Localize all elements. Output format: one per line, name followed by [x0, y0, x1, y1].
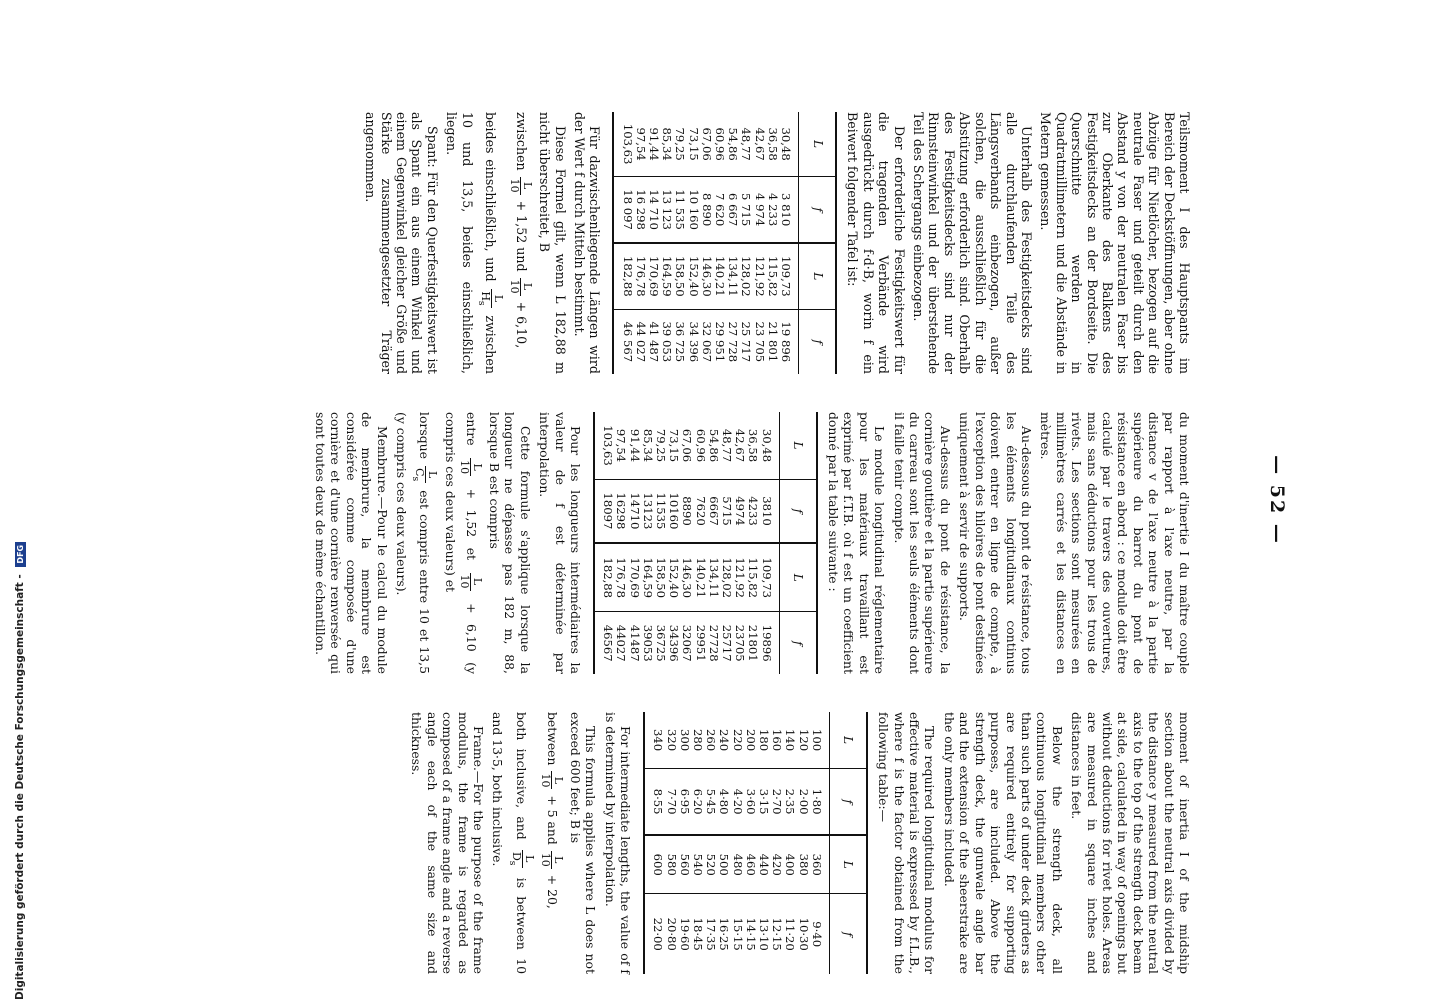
table-header-f: f [779, 612, 817, 674]
f-value-cell: 34 396 [686, 309, 699, 374]
l-value-cell: 140 [783, 728, 798, 752]
l-value-cell: 109,73 [759, 543, 779, 612]
table-row [641, 412, 654, 674]
table-row [700, 112, 713, 374]
l-value-cell: 91,44 [627, 428, 642, 463]
l-value-cell: 100 [809, 728, 824, 752]
fr-paragraph-2: Au-dessous du pont de résistance, tous les éléments longitudinaux continus doivent entrer en ligne de compte, à l'exception des hiloires de pont destinées uniquement à servir de supports. [957, 412, 1034, 674]
f-value-cell: 8·55 [644, 769, 664, 836]
l-value-cell: 480 [730, 835, 743, 894]
f-value-cell: 36725 [654, 612, 667, 674]
table-header-l: L [779, 543, 817, 612]
german-column [359, 112, 1192, 374]
l-value-cell: 79,25 [673, 127, 688, 161]
f-value-cell: 32 067 [700, 309, 713, 374]
l-value-cell: 146,30 [680, 543, 693, 612]
table-row [779, 112, 799, 374]
l-value-cell: 85,34 [640, 428, 655, 463]
f-value-cell: 19896 [759, 612, 779, 674]
en-paragraph-4: For intermediate lengths, the value of f is determined by interpolation. [602, 712, 634, 974]
table-row [783, 712, 796, 974]
en-paragraph-7: both inclusive, and L $D_s$ is between 10 and 13·5, both inclusive. [490, 712, 536, 974]
table-header-f: f [779, 480, 817, 543]
table-row [726, 112, 739, 374]
f-value-cell: 6·95 [678, 769, 691, 836]
fr-factor-table [593, 412, 818, 674]
f-value-cell: 16298 [614, 480, 627, 543]
l-value-cell: 560 [678, 835, 691, 894]
fr-paragraph-3: Au-dessus du pont de résistance, la cornière gouttière et la partie supérieure du carreau sont les seuls éléments dont il faille tenir compte. [891, 412, 953, 674]
table-header-f: f [829, 894, 867, 974]
table-row [614, 412, 627, 674]
f-value-cell: 21801 [746, 612, 759, 674]
f-value-cell: 46567 [594, 612, 614, 674]
l-value-cell: 121,92 [733, 543, 746, 612]
f-value-cell: 10 160 [686, 177, 699, 243]
f-value-cell: 20·80 [664, 894, 677, 974]
f-value-cell: 2·35 [783, 769, 796, 836]
de-factor-table [612, 112, 837, 374]
fr-paragraph-6: Cette formule s'applique lorsque la longueur ne dépasse pas 182 m, 88, lorsque B est compris [486, 412, 533, 674]
table-row [680, 412, 693, 674]
f-value-cell: 8 890 [700, 177, 713, 243]
l-value-cell: 400 [783, 835, 796, 894]
f-value-cell: 36 725 [673, 309, 686, 374]
f-value-cell: 16 298 [634, 177, 647, 243]
en-factor-table [643, 712, 868, 974]
credit-text: Digitalisierung gefördert durch die Deutsche Forschungsgemeinschaft - [14, 574, 26, 1000]
f-value-cell: 8890 [680, 480, 693, 543]
table-row [796, 712, 809, 974]
f-value-cell: 29 951 [713, 309, 726, 374]
l-value-cell: 170,69 [647, 243, 660, 309]
f-value-cell: 11535 [654, 480, 667, 543]
l-value-cell: 36,58 [765, 127, 780, 161]
table-row [594, 412, 614, 674]
f-value-cell: 32067 [680, 612, 693, 674]
l-value-cell: 103,63 [601, 425, 616, 466]
l-value-cell: 79,25 [654, 428, 669, 463]
l-value-cell: 160 [770, 728, 785, 752]
f-value-cell: 17·35 [704, 894, 717, 974]
table-row [770, 712, 783, 974]
f-value-cell: 44 027 [634, 309, 647, 374]
f-value-cell: 23705 [733, 612, 746, 674]
table-row [810, 712, 830, 974]
f-value-cell: 7·70 [664, 769, 677, 836]
english-column [405, 712, 1192, 974]
l-value-cell: 220 [730, 728, 745, 752]
table-row [660, 112, 673, 374]
l-value-cell: 60,96 [713, 127, 728, 161]
en-paragraph-5: This formula applies where L does not exceed 600 feet; B is [568, 712, 599, 974]
fraction-l-over-hs: L $H_s$ [475, 291, 505, 306]
f-value-cell: 6 667 [726, 177, 739, 243]
f-value-cell: 1·80 [810, 769, 830, 836]
f-value-cell: 22·00 [644, 894, 664, 974]
f-value-cell: 39053 [641, 612, 654, 674]
l-value-cell: 42,67 [733, 428, 748, 463]
table-header-f: f [799, 177, 837, 243]
f-value-cell: 2·70 [770, 769, 783, 836]
l-value-cell: 580 [664, 835, 677, 894]
table-header-f: f [829, 769, 867, 836]
en-paragraph-2: Below the strength deck, all continuous longitudinal members other than such parts of under deck girders as are required entirely for supporting purposes, are included. Above the strength deck, the gunwale angle bar and the extension of the sheerstrake are the only members included. [941, 712, 1065, 974]
f-value-cell: 4 974 [752, 177, 765, 243]
l-value-cell: 134,11 [726, 243, 739, 309]
l-value-cell: 182,88 [594, 543, 614, 612]
l-value-cell: 320 [664, 728, 679, 752]
l-value-cell: 67,06 [699, 127, 714, 161]
rotated-page-content [20, 0, 1310, 1000]
table-row [713, 112, 726, 374]
table-row [667, 412, 680, 674]
f-value-cell: 5 715 [739, 177, 752, 243]
f-value-cell: 14710 [627, 480, 640, 543]
l-value-cell: 182,88 [613, 243, 633, 309]
l-value-cell: 42,67 [752, 127, 767, 161]
l-value-cell: 121,92 [752, 243, 765, 309]
f-value-cell: 5715 [720, 480, 733, 543]
f-value-cell: 7620 [693, 480, 706, 543]
table-row [739, 112, 752, 374]
table-row [746, 412, 759, 674]
l-value-cell: 600 [644, 835, 664, 894]
l-value-cell: 85,34 [660, 127, 675, 161]
f-value-cell: 21 801 [766, 309, 779, 374]
page-number: — 52 — [1266, 455, 1288, 545]
fraction-l-over-ds: L $D_s$ [506, 851, 536, 866]
de-paragraph-6: zwischen L 10 + 1,52 und L 10 + 6,10, [507, 112, 534, 349]
l-value-cell: 440 [757, 835, 770, 894]
table-row [613, 112, 633, 374]
table-row [766, 112, 779, 374]
en-paragraph-8: Frame.—For the purpose of the frame modulus, the frame is regarded as composed of a frame angle and a reverse angle each of the same size and thickness. [409, 712, 487, 974]
f-value-cell: 10·30 [796, 894, 809, 974]
f-value-cell: 10160 [667, 480, 680, 543]
table-row [730, 712, 743, 974]
table-row [759, 412, 779, 674]
l-value-cell: 380 [796, 835, 809, 894]
f-value-cell: 13123 [641, 480, 654, 543]
table-row [647, 112, 660, 374]
table-header-l: L [779, 412, 817, 480]
l-value-cell: 152,40 [686, 243, 699, 309]
l-value-cell: 420 [770, 835, 783, 894]
fraction-l-over-10: L 10 [457, 574, 484, 589]
l-value-cell: 280 [691, 728, 706, 752]
de-paragraph-8: Spant: Für den Querfestigkeitswert ist als Spant ein aus einem Winkel und einem Gegenwinkel gleicher Größe und Stärke zusammengesetzter Träger angenommen. [363, 112, 440, 374]
fraction-l-over-10: L 10 [538, 773, 565, 788]
l-value-cell: 30,48 [759, 428, 774, 463]
l-value-cell: 73,15 [686, 127, 701, 161]
l-value-cell: 520 [704, 835, 717, 894]
de-paragraph-5: Diese Formel gilt, wenn L 182,88 m nicht überschreitet, B [537, 112, 568, 374]
f-value-cell: 3·15 [757, 769, 770, 836]
l-value-cell: 103,63 [620, 123, 635, 165]
f-value-cell: 11·20 [783, 894, 796, 974]
fraction-l-over-cs: L $C_s$ [409, 468, 440, 482]
fraction-l-over-10: L 10 [538, 852, 565, 867]
table-row [664, 712, 677, 974]
l-value-cell: 30,48 [779, 127, 794, 161]
f-value-cell: 39 053 [660, 309, 673, 374]
f-value-cell: 5·45 [704, 769, 717, 836]
l-value-cell: 164,59 [660, 243, 673, 309]
f-value-cell: 27728 [707, 612, 720, 674]
f-value-cell: 3·60 [744, 769, 757, 836]
fr-paragraph-8: lorsque L $C_s$ est compris entre 10 et 13,5 (y compris ces deux valeurs). [393, 412, 440, 674]
l-value-cell: 91,44 [647, 127, 662, 161]
l-value-cell: 36,58 [746, 428, 761, 463]
table-row [693, 412, 706, 674]
l-value-cell: 67,06 [680, 428, 695, 463]
l-value-cell: 200 [743, 728, 758, 752]
l-value-cell: 176,78 [634, 243, 647, 309]
l-value-cell: 115,82 [746, 543, 759, 612]
l-value-cell: 360 [810, 835, 830, 894]
table-row [627, 412, 640, 674]
l-value-cell: 170,69 [627, 543, 640, 612]
l-value-cell: 152,40 [667, 543, 680, 612]
f-value-cell: 9·40 [810, 894, 830, 974]
fraction-l-over-10: L 10 [507, 178, 534, 193]
table-header-f: f [799, 309, 837, 374]
fr-paragraph-4: Le module longitudinal réglementaire pour les matériaux travaillant est exprimé par f.T.B. où f est un coefficient donné par la table suivante : [826, 412, 888, 674]
en-paragraph-1: moment of inertia I of the midship section about the neutral axis divided by the distance y measured from the neutral axis to the top of the strength deck beam at side, calculated in way of openings but without deductions for rivet holes. Areas are measured in square inches and distances in feet. [1069, 712, 1192, 974]
dfg-logo: DFG [15, 542, 26, 567]
f-value-cell: 11 535 [673, 177, 686, 243]
de-paragraph-2: Unterhalb des Festigkeitsdecks sind alle durchlaufenden Teile des Längsverbands einbezogen, außer solchen, die ausschließlich für die Abstützung erforderlich sind. Oberhalb des Festigkeitsdecks sind nur der Rinnsteinwinkel und der überstehende Teil des Schergangs einbezogen. [911, 112, 1034, 374]
f-value-cell: 4·20 [730, 769, 743, 836]
f-value-cell: 44027 [614, 612, 627, 674]
l-value-cell: 48,77 [739, 127, 754, 161]
table-row [704, 712, 717, 974]
f-value-cell: 13·10 [757, 894, 770, 974]
table-row [757, 712, 770, 974]
table-header-l: L [799, 112, 837, 177]
f-value-cell: 3810 [759, 480, 779, 543]
f-value-cell: 14 710 [647, 177, 660, 243]
en-paragraph-3: The required longitudinal modulus for effective material is expressed by f.L.B., where f is the factor obtained from the following table:— [876, 712, 938, 974]
f-value-cell: 4974 [733, 480, 746, 543]
l-value-cell: 97,54 [614, 428, 629, 463]
table-row [686, 112, 699, 374]
f-value-cell: 25 717 [739, 309, 752, 374]
fr-paragraph-1: du moment d'inertie I du maître couple par rapport à l'axe neutre, par la distance v de l'axe neutre à la partie supérieure du barrot du pont de résistance en abord : ce module doit être calculé par le travers des ouvertures, mais sans déductions pour les trous de rivets. Les sections sont mesurées en millimètres carrés et les distances en mètres. [1038, 412, 1192, 674]
f-value-cell: 4 233 [766, 177, 779, 243]
de-paragraph-3: Der erforderliche Festigkeitswert für die tragenden Verbände wird ausgedrückt durch f·d·B, worin f ein Beiwert folgender Tafel ist: [845, 112, 907, 374]
table-row [744, 712, 757, 974]
table-row [654, 412, 667, 674]
f-value-cell: 3 810 [779, 177, 799, 243]
table-row [678, 712, 691, 974]
f-value-cell: 18·45 [691, 894, 704, 974]
l-value-cell: 48,77 [720, 428, 735, 463]
table-row [634, 112, 647, 374]
table-row [691, 712, 704, 974]
table-header-l: L [829, 712, 867, 769]
l-value-cell: 164,59 [641, 543, 654, 612]
fr-paragraph-5: Pour les longueurs intermédiaires la valeur de f est déterminée par interpolation. [537, 412, 584, 674]
l-value-cell: 60,96 [693, 428, 708, 463]
table-row [733, 412, 746, 674]
l-value-cell: 134,11 [707, 543, 720, 612]
f-value-cell: 46 567 [613, 309, 633, 374]
l-value-cell: 54,86 [726, 127, 741, 161]
l-value-cell: 73,15 [667, 428, 682, 463]
f-value-cell: 12·15 [770, 894, 783, 974]
table-header-l: L [799, 243, 837, 309]
fr-paragraph-9: Membrure.—Pour le calcul du module de membrure, la membrure est considérée comme composée d'une cornière et d'une cornière renversée qui sont toutes deux de même échantillon. [312, 412, 390, 674]
f-value-cell: 16·25 [717, 894, 730, 974]
l-value-cell: 300 [677, 728, 692, 752]
table-row [644, 712, 664, 974]
table-row [673, 112, 686, 374]
table-header-l: L [829, 835, 867, 894]
l-value-cell: 158,50 [673, 243, 686, 309]
table-row [707, 412, 720, 674]
fr-paragraph-7: entre L 10 + 1,52 et L 10 + 6,10 (y compris ces deux valeurs) et [442, 412, 484, 674]
l-value-cell: 340 [651, 728, 666, 752]
f-value-cell: 15·15 [730, 894, 743, 974]
f-value-cell: 29951 [693, 612, 706, 674]
table-row [717, 712, 730, 974]
table-row [752, 112, 765, 374]
table-row [720, 412, 733, 674]
l-value-cell: 260 [704, 728, 719, 752]
f-value-cell: 23 705 [752, 309, 765, 374]
f-value-cell: 13 123 [660, 177, 673, 243]
l-value-cell: 500 [717, 835, 730, 894]
de-paragraph-4: Für dazwischenliegende Längen wird der Wert f durch Mitteln bestimmt. [572, 112, 603, 374]
f-value-cell: 41 487 [647, 309, 660, 374]
de-paragraph-7: beides einschließlich, und L $H_s$ zwischen 10 und 13,5, beides einschließlich, liegen. [444, 112, 505, 374]
en-paragraph-6: between L 10 + 5 and L 10 + 20, [538, 712, 565, 909]
l-value-cell: 115,82 [766, 243, 779, 309]
l-value-cell: 128,02 [720, 543, 733, 612]
f-value-cell: 6·20 [691, 769, 704, 836]
f-value-cell: 4·80 [717, 769, 730, 836]
fraction-l-over-10: L 10 [457, 460, 484, 475]
french-column [309, 412, 1192, 674]
f-value-cell: 18 097 [613, 177, 633, 243]
f-value-cell: 19·60 [678, 894, 691, 974]
l-value-cell: 120 [796, 728, 811, 752]
l-value-cell: 158,50 [654, 543, 667, 612]
f-value-cell: 25717 [720, 612, 733, 674]
l-value-cell: 109,73 [779, 243, 799, 309]
fraction-l-over-10: L 10 [507, 279, 534, 294]
l-value-cell: 540 [691, 835, 704, 894]
f-value-cell: 18097 [594, 480, 614, 543]
l-value-cell: 240 [717, 728, 732, 752]
l-value-cell: 97,54 [633, 127, 648, 161]
l-value-cell: 128,02 [739, 243, 752, 309]
f-value-cell: 41487 [627, 612, 640, 674]
l-value-cell: 140,21 [693, 543, 706, 612]
de-paragraph-1: Teilsmoment I des Hauptspants im Bereich der Deckstöffnungen, aber ohne Abzüge für Nietlöcher, bezogen auf die neutrale Faser und geteilt durch den Abstand y von der neutralen Faser bis zur Oberkante des Balkens des Festigkeitsdecks an der Bordseite. Die Querschnitte werden in Quadratmillimetern und die Abstände in Metern gemessen. [1038, 112, 1192, 374]
l-value-cell: 54,86 [706, 428, 721, 463]
f-value-cell: 6667 [707, 480, 720, 543]
l-value-cell: 180 [757, 728, 772, 752]
f-value-cell: 7 620 [713, 177, 726, 243]
f-value-cell: 4233 [746, 480, 759, 543]
f-value-cell: 14·15 [744, 894, 757, 974]
l-value-cell: 460 [744, 835, 757, 894]
l-value-cell: 146,30 [700, 243, 713, 309]
l-value-cell: 140,21 [713, 243, 726, 309]
f-value-cell: 27 728 [726, 309, 739, 374]
f-value-cell: 34396 [667, 612, 680, 674]
f-value-cell: 2·00 [796, 769, 809, 836]
l-value-cell: 176,78 [614, 543, 627, 612]
f-value-cell: 19 896 [779, 309, 799, 374]
